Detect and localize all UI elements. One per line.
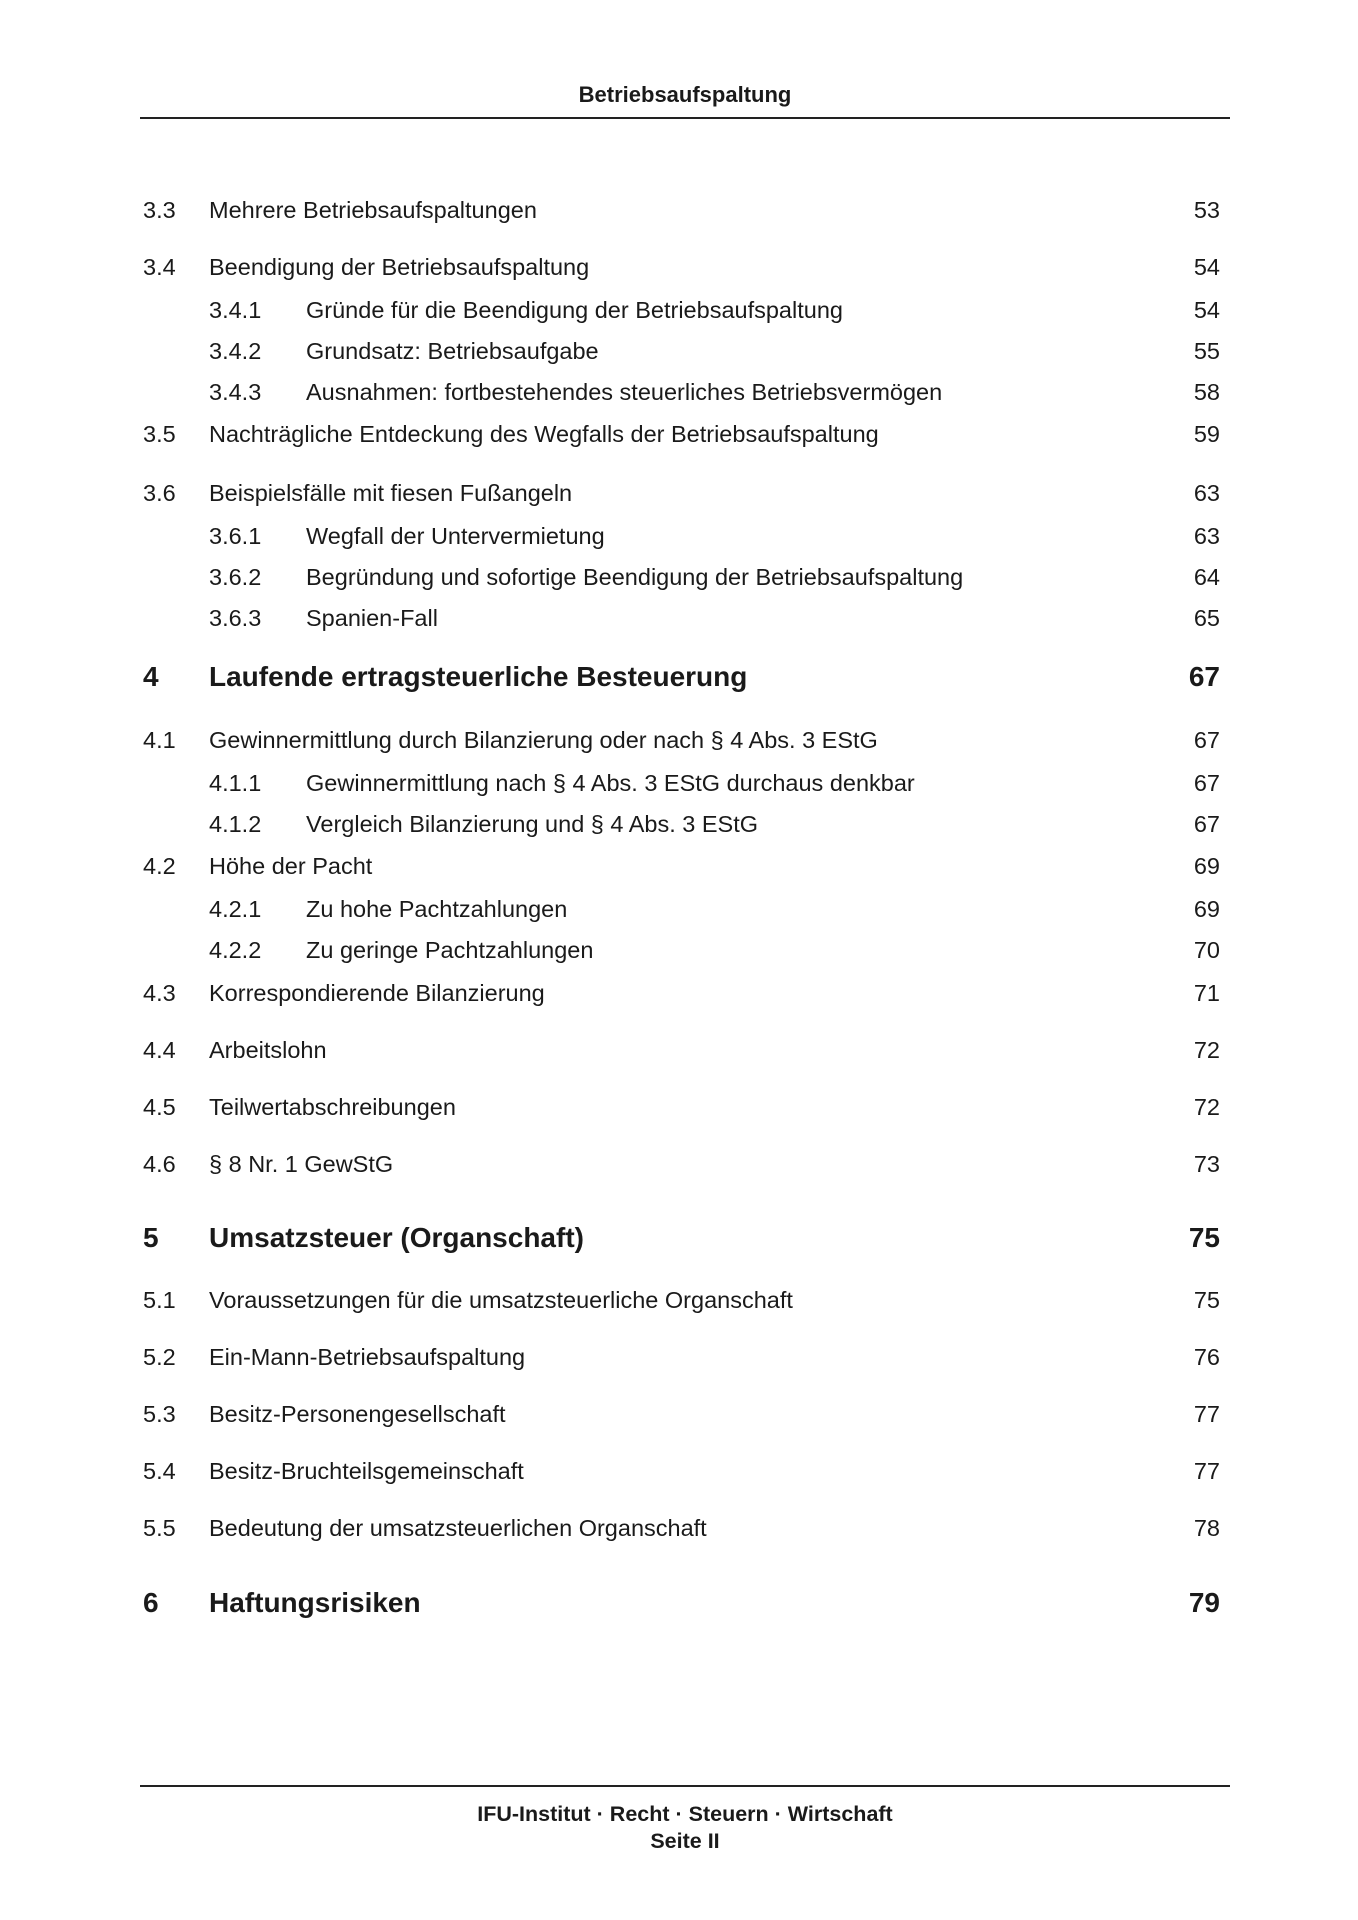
toc-title: Zu hohe Pachtzahlungen bbox=[306, 896, 568, 922]
toc-title: Zu geringe Pachtzahlungen bbox=[306, 937, 594, 963]
toc-page: 64 bbox=[1193, 564, 1220, 590]
toc-page: 54 bbox=[1193, 297, 1220, 323]
toc-page: 59 bbox=[1193, 421, 1220, 447]
toc-title: Nachträgliche Entdeckung des Wegfalls der Betriebsaufspaltung bbox=[209, 421, 879, 447]
header-divider bbox=[140, 117, 1230, 119]
page-header-title: Betriebsaufspaltung bbox=[578, 82, 792, 107]
toc-number: 5.3 bbox=[143, 1401, 176, 1427]
toc-entry-5-3[interactable] bbox=[0, 1401, 1358, 1441]
toc-page: 73 bbox=[1193, 1151, 1220, 1177]
toc-number: 4.1 bbox=[143, 727, 176, 753]
toc-title: Arbeitslohn bbox=[209, 1037, 327, 1063]
toc-page: 76 bbox=[1193, 1344, 1220, 1370]
toc-title: Grundsatz: Betriebsaufgabe bbox=[306, 338, 599, 364]
toc-title: Teilwertabschreibungen bbox=[209, 1094, 456, 1120]
toc-page: 69 bbox=[1193, 853, 1220, 879]
toc-page: 78 bbox=[1193, 1515, 1220, 1541]
toc-chapter-5[interactable] bbox=[0, 1222, 1358, 1262]
toc-entry-4-3[interactable] bbox=[0, 980, 1358, 1020]
toc-entry-3-4-3[interactable] bbox=[0, 379, 1358, 419]
toc-page: 72 bbox=[1193, 1094, 1220, 1120]
toc-title: Umsatzsteuer (Organschaft) bbox=[209, 1222, 584, 1253]
toc-title: Besitz-Personengesellschaft bbox=[209, 1401, 506, 1427]
toc-page: 75 bbox=[1188, 1222, 1220, 1253]
toc-entry-4-6[interactable] bbox=[0, 1151, 1358, 1191]
toc-entry-4-1-2[interactable] bbox=[0, 811, 1358, 851]
toc-number: 4 bbox=[143, 661, 159, 692]
toc-title: Korrespondierende Bilanzierung bbox=[209, 980, 545, 1006]
toc-title: Beendigung der Betriebsaufspaltung bbox=[209, 254, 590, 280]
toc-title: § 8 Nr. 1 GewStG bbox=[209, 1151, 394, 1177]
toc-entry-3-3[interactable] bbox=[0, 197, 1358, 237]
toc-number: 5.4 bbox=[143, 1458, 176, 1484]
toc-number: 4.6 bbox=[143, 1151, 176, 1177]
toc-entry-4-4[interactable] bbox=[0, 1037, 1358, 1077]
toc-entry-3-4[interactable] bbox=[0, 254, 1358, 294]
toc-entry-5-1[interactable] bbox=[0, 1287, 1358, 1327]
toc-page: 71 bbox=[1193, 980, 1220, 1006]
toc-entry-3-6-1[interactable] bbox=[0, 523, 1358, 563]
toc-page: 79 bbox=[1188, 1587, 1220, 1618]
toc-title: Vergleich Bilanzierung und § 4 Abs. 3 EStG bbox=[306, 811, 759, 837]
toc-number: 3.6.2 bbox=[209, 564, 262, 590]
toc-page: 70 bbox=[1193, 937, 1220, 963]
toc-number: 5.1 bbox=[143, 1287, 176, 1313]
footer-page-number: Seite II bbox=[650, 1829, 720, 1853]
toc-entry-5-5[interactable] bbox=[0, 1515, 1358, 1555]
toc-page: 63 bbox=[1193, 523, 1220, 549]
toc-entry-3-6-3[interactable] bbox=[0, 605, 1358, 645]
toc-title: Bedeutung der umsatzsteuerlichen Organschaft bbox=[209, 1515, 707, 1541]
toc-entry-3-6-2[interactable] bbox=[0, 564, 1358, 604]
toc-number: 5 bbox=[143, 1222, 159, 1253]
toc-title: Voraussetzungen für die umsatzsteuerliche Organschaft bbox=[209, 1287, 793, 1313]
toc-entry-3-6[interactable] bbox=[0, 480, 1358, 520]
toc-number: 3.4 bbox=[143, 254, 176, 280]
toc-number: 4.1.1 bbox=[209, 770, 262, 796]
toc-title: Mehrere Betriebsaufspaltungen bbox=[209, 197, 537, 223]
toc-number: 4.2.1 bbox=[209, 896, 262, 922]
toc-entry-3-4-2[interactable] bbox=[0, 338, 1358, 378]
toc-title: Ein-Mann-Betriebsaufspaltung bbox=[209, 1344, 526, 1370]
toc-entry-3-4-1[interactable] bbox=[0, 297, 1358, 337]
toc-number: 3.6 bbox=[143, 480, 176, 506]
toc-number: 3.3 bbox=[143, 197, 176, 223]
toc-number: 4.2.2 bbox=[209, 937, 262, 963]
toc-page: 53 bbox=[1193, 197, 1220, 223]
toc-entry-4-5[interactable] bbox=[0, 1094, 1358, 1134]
toc-number: 3.6.3 bbox=[209, 605, 262, 631]
toc-entry-4-1[interactable] bbox=[0, 727, 1358, 767]
toc-number: 3.4.3 bbox=[209, 379, 262, 405]
toc-number: 4.4 bbox=[143, 1037, 176, 1063]
toc-page: 67 bbox=[1193, 811, 1220, 837]
toc-title: Beispielsfälle mit fiesen Fußangeln bbox=[209, 480, 573, 506]
toc-entry-4-2-2[interactable] bbox=[0, 937, 1358, 977]
toc-page: 77 bbox=[1193, 1401, 1220, 1427]
toc-title: Gewinnermittlung nach § 4 Abs. 3 EStG durchaus denkbar bbox=[306, 770, 915, 796]
toc-title: Ausnahmen: fortbestehendes steuerliches Betriebsvermögen bbox=[306, 379, 943, 405]
toc-number: 5.5 bbox=[143, 1515, 176, 1541]
toc-title: Besitz-Bruchteilsgemeinschaft bbox=[209, 1458, 524, 1484]
toc-page: 55 bbox=[1193, 338, 1220, 364]
toc-number: 6 bbox=[143, 1587, 159, 1618]
toc-page: 69 bbox=[1193, 896, 1220, 922]
toc-title: Gewinnermittlung durch Bilanzierung oder nach § 4 Abs. 3 EStG bbox=[209, 727, 878, 753]
toc-number: 4.5 bbox=[143, 1094, 176, 1120]
toc-page: 75 bbox=[1193, 1287, 1220, 1313]
toc-number: 3.4.1 bbox=[209, 297, 262, 323]
toc-entry-5-4[interactable] bbox=[0, 1458, 1358, 1498]
toc-number: 5.2 bbox=[143, 1344, 176, 1370]
toc-page: 77 bbox=[1193, 1458, 1220, 1484]
toc-entry-5-2[interactable] bbox=[0, 1344, 1358, 1384]
toc-number: 3.4.2 bbox=[209, 338, 262, 364]
toc-entry-4-2-1[interactable] bbox=[0, 896, 1358, 936]
toc-title: Höhe der Pacht bbox=[209, 853, 373, 879]
toc-page: 54 bbox=[1193, 254, 1220, 280]
toc-title: Begründung und sofortige Beendigung der Betriebsaufspaltung bbox=[306, 564, 964, 590]
toc-page: 72 bbox=[1193, 1037, 1220, 1063]
toc-chapter-6[interactable] bbox=[0, 1587, 1358, 1627]
toc-page: 67 bbox=[1193, 770, 1220, 796]
toc-title: Laufende ertragsteuerliche Besteuerung bbox=[209, 661, 748, 692]
toc-number: 4.2 bbox=[143, 853, 176, 879]
footer-divider bbox=[140, 1785, 1230, 1787]
toc-page: 58 bbox=[1193, 379, 1220, 405]
toc-page: 67 bbox=[1193, 727, 1220, 753]
toc-chapter-4[interactable] bbox=[0, 661, 1358, 701]
footer-institute: IFU-Institut · Recht · Steuern · Wirtschaft bbox=[477, 1802, 893, 1826]
toc-number: 4.1.2 bbox=[209, 811, 262, 837]
toc-title: Gründe für die Beendigung der Betriebsaufspaltung bbox=[306, 297, 843, 323]
toc-title: Wegfall der Untervermietung bbox=[306, 523, 605, 549]
toc-page: 65 bbox=[1193, 605, 1220, 631]
toc-title: Spanien-Fall bbox=[306, 605, 438, 631]
toc-entry-4-2[interactable] bbox=[0, 853, 1358, 893]
toc-page: 67 bbox=[1188, 661, 1220, 692]
toc-page: 63 bbox=[1193, 480, 1220, 506]
toc-title: Haftungsrisiken bbox=[209, 1587, 421, 1618]
toc-number: 3.6.1 bbox=[209, 523, 262, 549]
toc-number: 3.5 bbox=[143, 421, 176, 447]
toc-number: 4.3 bbox=[143, 980, 176, 1006]
toc-entry-3-5[interactable] bbox=[0, 421, 1358, 461]
toc-entry-4-1-1[interactable] bbox=[0, 770, 1358, 810]
